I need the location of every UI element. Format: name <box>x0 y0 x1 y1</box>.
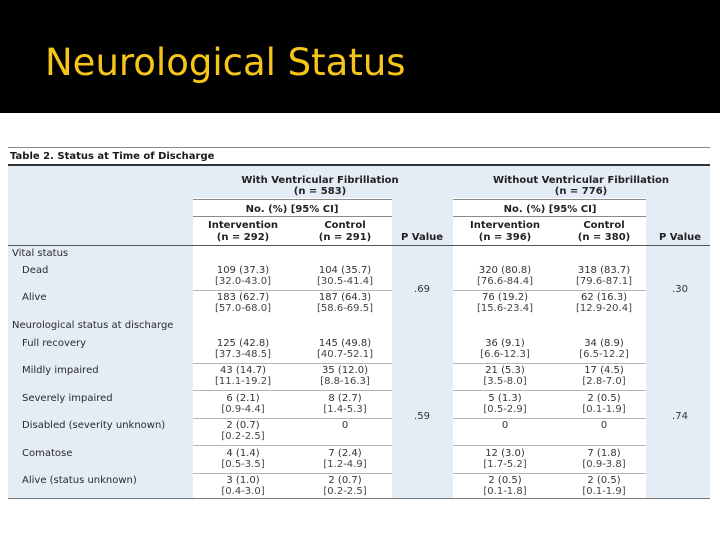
cell-novf-int-value: 36 (9.1) <box>485 338 525 349</box>
row-divider <box>193 445 392 446</box>
row-divider <box>193 473 392 474</box>
cell-novf-ctl-ci: [2.8-7.0] <box>582 376 626 387</box>
cell-vf-int-value: 43 (14.7) <box>220 365 266 376</box>
row-label: Dead <box>22 265 49 276</box>
cell-novf-ctl-ci: [0.1-1.9] <box>582 486 626 497</box>
cell-novf-int-value: 21 (5.3) <box>485 365 525 376</box>
group-vf-n: (n = 583) <box>293 186 347 197</box>
row-divider <box>193 290 392 291</box>
vf-control-header: Control <box>324 220 366 231</box>
vf-pvalue-header: P Value <box>400 232 444 243</box>
novf-group-rule <box>453 199 646 200</box>
row-label: Alive <box>22 292 47 303</box>
cell-novf-int-value: 76 (19.2) <box>482 292 528 303</box>
p-value-vital-vf: .69 <box>414 284 430 295</box>
cell-vf-ctl-ci: [58.6-69.5] <box>317 303 373 314</box>
row-divider <box>453 473 646 474</box>
cell-vf-ctl-value: 35 (12.0) <box>322 365 368 376</box>
vf-subheader: No. (%) [95% CI] <box>245 204 339 215</box>
novf-control-n: (n = 380) <box>577 232 631 243</box>
row-label: Comatose <box>22 448 73 459</box>
row-divider <box>453 445 646 446</box>
cell-vf-int-value: 2 (0.7) <box>226 420 260 431</box>
row-divider <box>453 290 646 291</box>
row-divider <box>453 390 646 391</box>
vf-group-rule <box>193 199 392 200</box>
cell-vf-int-value: 125 (42.8) <box>216 338 270 349</box>
cell-vf-ctl-value: 104 (35.7) <box>318 265 372 276</box>
p-value-neuro-novf: .74 <box>672 411 688 422</box>
cell-novf-int-value: 0 <box>501 420 509 431</box>
cell-vf-int-value: 183 (62.7) <box>216 292 270 303</box>
row-label: Alive (status unknown) <box>22 475 137 486</box>
cell-vf-int-value: 4 (1.4) <box>226 448 260 459</box>
cell-vf-ctl-value: 2 (0.7) <box>328 475 362 486</box>
table-caption: Table 2. Status at Time of Discharge <box>10 151 215 162</box>
row-divider <box>453 363 646 364</box>
novf-sub-rule <box>453 216 646 217</box>
cell-vf-int-ci: [0.9-4.4] <box>221 404 265 415</box>
p-value-vital-novf: .30 <box>672 284 688 295</box>
cell-novf-int-value: 12 (3.0) <box>485 448 525 459</box>
p-value-neuro-vf: .59 <box>414 411 430 422</box>
cell-vf-ctl-ci: [8.8-16.3] <box>320 376 370 387</box>
cell-novf-int-ci: [6.6-12.3] <box>480 349 530 360</box>
vf-sub-rule <box>193 216 392 217</box>
row-label: Mildly impaired <box>22 365 99 376</box>
cell-novf-ctl-ci: [0.9-3.8] <box>582 459 626 470</box>
cell-vf-int-ci: [57.0-68.0] <box>215 303 271 314</box>
novf-intervention-header: Intervention <box>470 220 540 231</box>
group-vf-title: With Ventricular Fibrillation <box>241 175 399 186</box>
cell-vf-ctl-value: 187 (64.3) <box>318 292 372 303</box>
cell-novf-ctl-value: 34 (8.9) <box>584 338 624 349</box>
cell-novf-int-ci: [0.1-1.8] <box>483 486 527 497</box>
section-vital-status: Vital status <box>12 248 69 259</box>
cell-novf-ctl-value: 2 (0.5) <box>587 475 621 486</box>
table-bottom-rule <box>8 498 710 499</box>
cell-vf-ctl-ci: [1.2-4.9] <box>323 459 367 470</box>
novf-subheader: No. (%) [95% CI] <box>503 204 597 215</box>
vf-intervention-n: (n = 292) <box>216 232 270 243</box>
group-novf-title: Without Ventricular Fibrillation <box>492 175 670 186</box>
cell-novf-ctl-value: 62 (16.3) <box>581 292 627 303</box>
row-divider <box>193 390 392 391</box>
cell-novf-ctl-value: 7 (1.8) <box>587 448 621 459</box>
cell-vf-int-ci: [0.5-3.5] <box>221 459 265 470</box>
cell-novf-int-ci: [76.6-84.4] <box>477 276 533 287</box>
cell-novf-ctl-value: 0 <box>600 420 608 431</box>
cell-vf-ctl-ci: [0.2-2.5] <box>323 486 367 497</box>
row-label: Full recovery <box>22 338 87 349</box>
cell-vf-int-ci: [0.2-2.5] <box>221 431 265 442</box>
section-neurological-status: Neurological status at discharge <box>12 320 174 331</box>
cell-novf-ctl-ci: [79.6-87.1] <box>576 276 632 287</box>
table-top-rule <box>8 147 710 148</box>
cell-novf-ctl-ci: [12.9-20.4] <box>576 303 632 314</box>
cell-novf-int-value: 2 (0.5) <box>488 475 522 486</box>
novf-pvalue-header: P Value <box>658 232 702 243</box>
cell-vf-int-value: 6 (2.1) <box>226 393 260 404</box>
group-novf-n: (n = 776) <box>554 186 608 197</box>
cell-vf-ctl-ci: [1.4-5.3] <box>323 404 367 415</box>
novf-control-header: Control <box>583 220 625 231</box>
vf-intervention-header: Intervention <box>208 220 278 231</box>
cell-novf-ctl-ci: [0.1-1.9] <box>582 404 626 415</box>
cell-novf-int-value: 320 (80.8) <box>478 265 532 276</box>
row-divider <box>193 418 392 419</box>
cell-vf-ctl-value: 145 (49.8) <box>318 338 372 349</box>
cell-novf-int-value: 5 (1.3) <box>488 393 522 404</box>
cell-vf-int-value: 109 (37.3) <box>216 265 270 276</box>
cell-novf-int-ci: [3.5-8.0] <box>483 376 527 387</box>
cell-novf-ctl-ci: [6.5-12.2] <box>579 349 629 360</box>
column-header-rule <box>8 245 710 246</box>
title-bar <box>0 0 720 113</box>
cell-vf-ctl-ci: [30.5-41.4] <box>317 276 373 287</box>
vf-control-n: (n = 291) <box>318 232 372 243</box>
cell-novf-int-ci: [0.5-2.9] <box>483 404 527 415</box>
cell-vf-int-value: 3 (1.0) <box>226 475 260 486</box>
cell-novf-int-ci: [15.6-23.4] <box>477 303 533 314</box>
cell-novf-ctl-value: 2 (0.5) <box>587 393 621 404</box>
cell-vf-ctl-value: 8 (2.7) <box>328 393 362 404</box>
slide-title: Neurological Status <box>45 41 406 84</box>
cell-vf-int-ci: [37.3-48.5] <box>215 349 271 360</box>
row-divider <box>193 363 392 364</box>
cell-vf-ctl-value: 0 <box>341 420 349 431</box>
cell-vf-ctl-value: 7 (2.4) <box>328 448 362 459</box>
cell-vf-int-ci: [0.4-3.0] <box>221 486 265 497</box>
cell-vf-int-ci: [32.0-43.0] <box>215 276 271 287</box>
row-divider <box>453 418 646 419</box>
cell-novf-int-ci: [1.7-5.2] <box>483 459 527 470</box>
novf-intervention-n: (n = 396) <box>478 232 532 243</box>
row-label: Disabled (severity unknown) <box>22 420 166 431</box>
cell-novf-ctl-value: 17 (4.5) <box>584 365 624 376</box>
cell-vf-ctl-ci: [40.7-52.1] <box>317 349 373 360</box>
cell-vf-int-ci: [11.1-19.2] <box>215 376 271 387</box>
row-label: Severely impaired <box>22 393 113 404</box>
cell-novf-ctl-value: 318 (83.7) <box>577 265 631 276</box>
